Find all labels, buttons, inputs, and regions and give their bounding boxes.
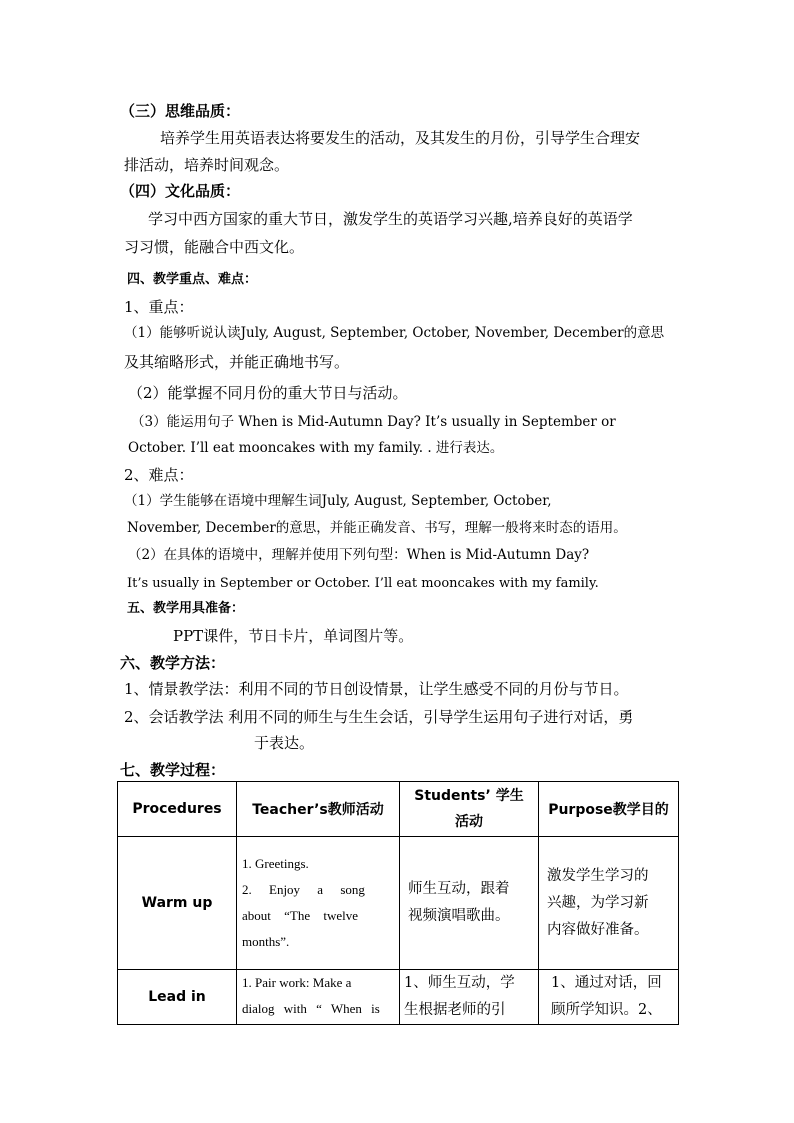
table-row bbox=[118, 837, 679, 970]
table-row bbox=[118, 970, 679, 1025]
purpose-line: 内容做好准备。 bbox=[547, 921, 649, 938]
teacher-line: 2. Enjoy a song bbox=[242, 882, 365, 897]
teacher-line: about “The twelve bbox=[242, 908, 359, 923]
section-4-line-2: 习习惯，能融合中西文化。 bbox=[124, 238, 305, 256]
student-line: 师生互动，跟着 bbox=[408, 881, 510, 897]
process-heading: 七、教学过程： bbox=[120, 761, 226, 779]
tools-text: PPT课件，节日卡片，单词图片等。 bbox=[173, 627, 414, 645]
header-students bbox=[400, 782, 539, 837]
key-points-label: 1、重点： bbox=[124, 298, 194, 316]
purpose-line: 兴趣，为学习新 bbox=[547, 894, 649, 911]
key-points-heading: 四、教学重点、难点： bbox=[127, 272, 258, 287]
key-point-3-line-2: October. I’ll eat mooncakes with my family. . 进行表达。 bbox=[128, 440, 504, 456]
student-line: 视频演唱歌曲。 bbox=[408, 908, 510, 924]
header-students-line-1: Students’ 学生 bbox=[414, 788, 524, 804]
section-3-line-2: 排活动，培养时间观念。 bbox=[124, 156, 290, 174]
teacher-activity bbox=[237, 837, 400, 970]
section-4-line-1: 学习中西方国家的重大节日，激发学生的英语学习兴趣,培养良好的英语学 bbox=[148, 210, 633, 228]
section-3-line-1: 培养学生用英语表达将要发生的活动，及其发生的月份，引导学生合理安 bbox=[160, 129, 641, 147]
teacher-line: months”. bbox=[242, 934, 290, 949]
purpose bbox=[539, 970, 679, 1025]
purpose bbox=[539, 837, 679, 970]
stage-warm-up: Warm up bbox=[118, 837, 237, 970]
method-2-line-1: 2、会话教学法 利用不同的师生与生生会话，引导学生运用句子进行对话，勇 bbox=[124, 708, 634, 726]
header-purpose: Purpose教学目的 bbox=[539, 782, 679, 837]
method-2-line-2: 于表达。 bbox=[254, 734, 315, 752]
teacher-line: dialog with “ When is bbox=[242, 1001, 380, 1016]
header-teacher: Teacher’s教师活动 bbox=[237, 782, 400, 837]
student-line: 1、师生互动，学 bbox=[404, 975, 515, 991]
student-activity bbox=[400, 970, 539, 1025]
header-procedures: Procedures bbox=[118, 782, 237, 837]
teacher-activity bbox=[237, 970, 400, 1025]
student-line: 生根据老师的引 bbox=[404, 1002, 506, 1018]
key-point-1-line-1: （1）能够听说认读July, August, September, October, November, December的意思 bbox=[124, 325, 665, 341]
difficulty-2-line-1: （2）在具体的语境中，理解并使用下列句型：When is Mid-Autumn Day? bbox=[128, 547, 590, 563]
difficulty-2-line-2: It’s usually in September or October. I’ll eat mooncakes with my family. bbox=[127, 576, 599, 591]
table-header-row bbox=[118, 782, 679, 837]
method-1: 1、情景教学法：利用不同的节日创设情景，让学生感受不同的月份与节日。 bbox=[124, 680, 629, 698]
difficulty-1-line-2: November, December的意思，并能正确发音、书写，理解一般将来时态的语用。 bbox=[127, 520, 627, 536]
purpose-line: 顾所学知识。2、 bbox=[551, 1002, 662, 1018]
header-students-line-2: 活动 bbox=[455, 814, 483, 830]
method-heading: 六、教学方法： bbox=[120, 654, 226, 672]
purpose-line: 激发学生学习的 bbox=[547, 867, 649, 884]
teaching-process-table bbox=[117, 781, 679, 1025]
section-4-heading: （四）文化品质： bbox=[120, 182, 241, 200]
difficulty-1-line-1: （1）学生能够在语境中理解生词July, August, September, October, bbox=[124, 493, 552, 509]
purpose-line: 1、通过对话，回 bbox=[551, 975, 662, 991]
teacher-line: 1. Greetings. bbox=[242, 856, 309, 871]
difficulty-label: 2、难点： bbox=[124, 466, 194, 484]
teacher-line: 1. Pair work: Make a bbox=[242, 975, 352, 990]
stage-lead-in: Lead in bbox=[118, 970, 237, 1025]
key-point-1-line-2: 及其缩略形式，并能正确地书写。 bbox=[124, 353, 350, 371]
key-point-3-line-1: （3）能运用句子 When is Mid-Autumn Day? It’s usually in September or bbox=[131, 414, 616, 430]
section-3-heading: （三）思维品质： bbox=[120, 102, 241, 120]
student-activity bbox=[400, 837, 539, 970]
key-point-2: （2）能掌握不同月份的重大节日与活动。 bbox=[128, 384, 408, 402]
tools-heading: 五、教学用具准备： bbox=[127, 601, 245, 616]
